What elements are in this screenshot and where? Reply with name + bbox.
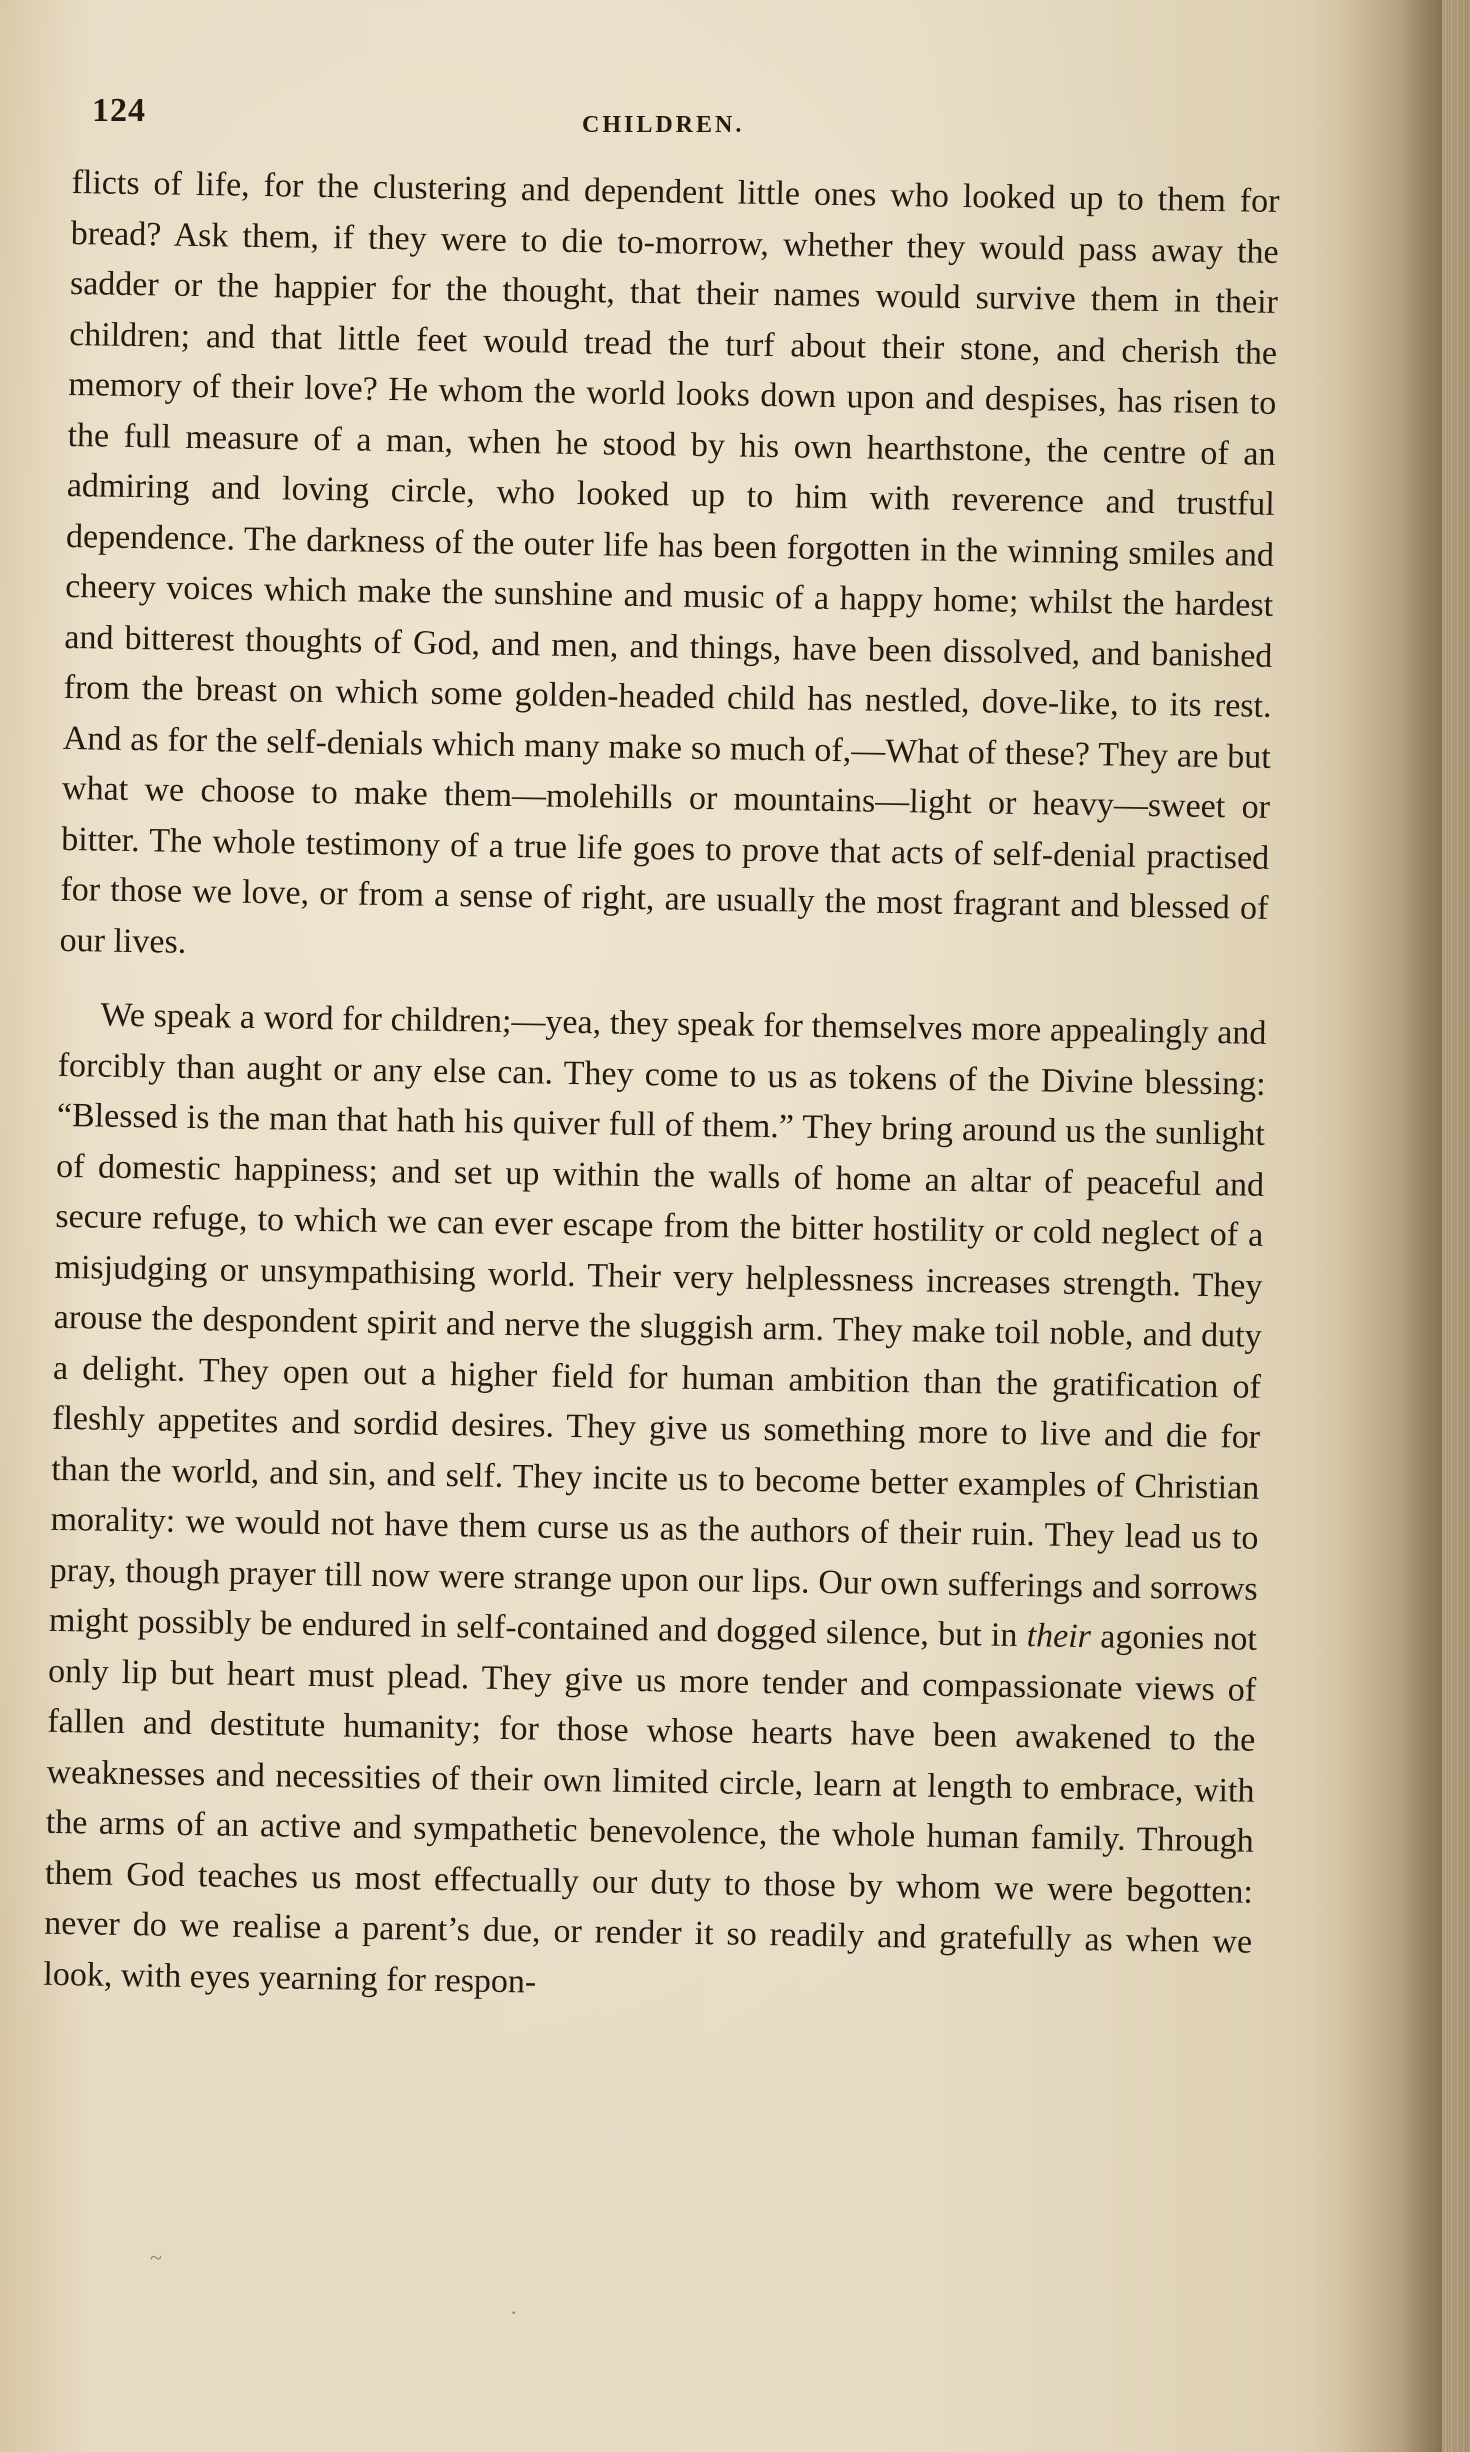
paragraph-2-part-1: We speak a word for children;—yea, they speak for themselves more appealingly and forcibly than aught or any else can. They come to us as tokens of the Divine blessing: “Blessed is the man that hath his quiver full of them.” They bring around us the sunlight of domestic happiness; and set up within the walls of home an altar of peaceful and secure refuge, to which we can ever escape from the bitter hostility or cold neglect of a misjudging or unsympathising world. Their very helplessness increases strength. They arouse the despondent spirit and nerve the sluggish arm. They make toil noble, and duty a delight. They open out a higher field for human ambition than the gratification of fleshly appetites and sordid desires. They give us something more to live and die for than the world, and sin, and self. They incite us to become better examples of Christian morality: we would not have them curse us as the authors of their ruin. They lead us to pray, though prayer till now were strange upon our lips. Our own sufferings and sorrows might possibly be endured in self-contained and dogged silence, but in [48, 996, 1267, 1655]
body-text [43, 158, 1280, 2043]
ink-speck: · [510, 2300, 518, 2325]
running-head: CHILDREN. [582, 112, 745, 138]
page-fore-edge [1442, 0, 1470, 2452]
paragraph-2 [43, 990, 1267, 2019]
paragraph-2-italic: their [1026, 1617, 1092, 1656]
page-number: 124 [92, 92, 146, 129]
paragraph-2-part-2: agonies not only lip but heart must plead. They give us more tender and compassionate views of fallen and destitute humanity; for those whose hearts have been awakened to the weaknesses and necessities of their own limited circle, learn at length to embrace, with the arms of an active and sympathetic benevolence, the whole human family. Through them God teaches us most effectually our duty to those by whom we were begotten: never do we realise a parent’s due, or render it so readily and gratefully as when we look, with eyes yearning for respon- [43, 1618, 1258, 2001]
ink-speck: ~ [150, 2245, 162, 2270]
page-header [92, 92, 1292, 142]
paragraph-1: flicts of life, for the clustering and dependent little ones who looked up to them for bread? Ask them, if they were to die to-morrow, whether they would pass away the sadder or the happier for the thought, that their names would survive them in their children; and that little feet would tread the turf about their stone, and cherish the memory of their love? He whom the world looks down upon and despises, has risen to the full measure of a man, when he stood by his own hearthstone, the centre of an admiring and loving circle, who looked up to him with reverence and trustful dependence. The darkness of the outer life has been forgotten in the winning smiles and cheery voices which make the sunshine and music of a happy home; whilst the hardest and bitterest thoughts of God, and men, and things, have been dissolved, and banished from the breast on which some golden-headed child has nestled, dove-like, to its rest. And as for the self-denials which many make so much of,—What of these? They are but what we choose to make them—molehills or mountains—light or heavy—sweet or bitter. The whole testimony of a true life goes to prove that acts of self-denial practised for those we love, or from a sense of right, are usually the most fragrant and blessed of our lives. [59, 163, 1280, 961]
